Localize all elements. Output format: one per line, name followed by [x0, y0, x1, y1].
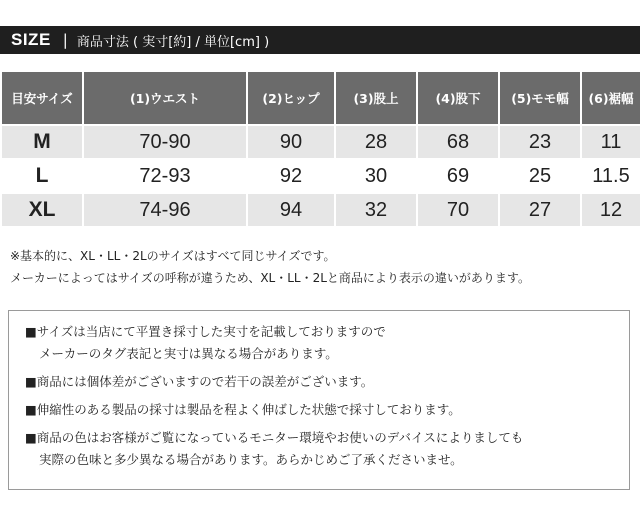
table-cell: 11.5	[581, 159, 640, 193]
info-line: 実際の色味と多少異なる場合があります。あらかじめご了承くださいませ。	[39, 452, 463, 467]
column-header: 目安サイズ	[1, 71, 83, 125]
info-box	[8, 310, 630, 490]
column-header: (6)裾幅	[581, 71, 640, 125]
size-notes	[10, 245, 630, 289]
table-cell: 90	[247, 125, 335, 159]
column-header: (1)ウエスト	[83, 71, 247, 125]
table-row	[1, 125, 640, 159]
column-header: (5)モモ幅	[499, 71, 581, 125]
table-cell: 12	[581, 193, 640, 227]
size-name-cell: L	[1, 159, 83, 193]
note-line: ※基本的に、XL・LL・2Lのサイズはすべて同じサイズです。	[10, 249, 336, 263]
table-cell: 68	[417, 125, 499, 159]
table-header-row	[1, 71, 640, 125]
column-header: (4)股下	[417, 71, 499, 125]
table-cell: 70	[417, 193, 499, 227]
table-row	[1, 159, 640, 193]
table-cell: 72-93	[83, 159, 247, 193]
info-line: ■商品の色はお客様がご覧になっているモニター環境やお使いのデバイスによりましても	[25, 430, 524, 445]
info-line: ■商品には個体差がございますので若干の誤差がございます。	[25, 374, 374, 389]
table-cell: 11	[581, 125, 640, 159]
info-line: ■サイズは当店にて平置き採寸した実寸を記載しておりますので	[25, 324, 386, 339]
column-header: (3)股上	[335, 71, 417, 125]
header-bar	[0, 26, 640, 54]
table-cell: 74-96	[83, 193, 247, 227]
info-item-color	[25, 427, 629, 471]
table-cell: 23	[499, 125, 581, 159]
size-label: SIZE	[11, 30, 51, 49]
column-header: (2)ヒップ	[247, 71, 335, 125]
table-cell: 28	[335, 125, 417, 159]
table-cell: 25	[499, 159, 581, 193]
table-cell: 32	[335, 193, 417, 227]
size-name-cell: M	[1, 125, 83, 159]
table-row	[1, 193, 640, 227]
info-line: ■伸縮性のある製品の採寸は製品を程よく伸ばした状態で採寸しております。	[25, 402, 461, 417]
size-table	[0, 70, 640, 228]
table-cell: 70-90	[83, 125, 247, 159]
info-line: メーカーのタグ表記と実寸は異なる場合があります。	[39, 346, 338, 361]
info-item-measurement	[25, 321, 629, 365]
table-cell: 30	[335, 159, 417, 193]
table-cell: 27	[499, 193, 581, 227]
header-subtitle: 商品寸法 ( 実寸[約] / 単位[cm] )	[76, 34, 270, 50]
note-line: メーカーによってはサイズの呼称が違うため、XL・LL・2Lと商品により表示の違いがあります。	[10, 271, 530, 285]
table-cell: 69	[417, 159, 499, 193]
info-item-variance	[25, 371, 629, 393]
size-name-cell: XL	[1, 193, 83, 227]
table-cell: 92	[247, 159, 335, 193]
header-separator: |	[62, 31, 68, 49]
table-cell: 94	[247, 193, 335, 227]
info-item-stretch	[25, 399, 629, 421]
